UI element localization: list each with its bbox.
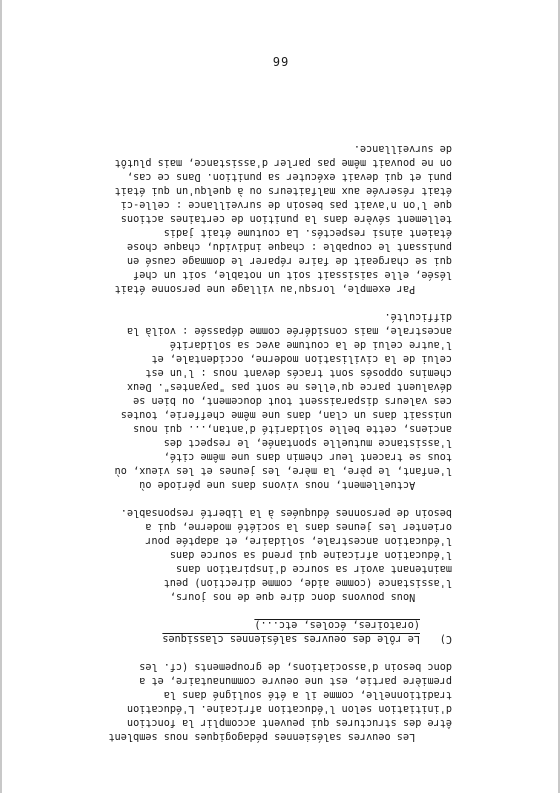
paragraph-1-line: lésée, elle saisissait soit un notable, soit un chef (133, 269, 452, 280)
section-c-title-line-2: (oratoires, écoles, etc...) (254, 619, 420, 630)
paragraph-3-line: l'assistance (comme aide, comme direction) peut (163, 577, 452, 588)
section-c-subtitle (254, 617, 452, 631)
paragraph-2-line: ancestrale, mais considérée comme dépassée : voilà la (126, 325, 452, 336)
paragraph-1-line: Par exemple, lorsqu'au village une personne était (114, 283, 452, 294)
paragraph-1-line: étaient ainsi respectés. La coutume était jadis (163, 227, 452, 238)
paragraph-2-line: l'autre celui de la coutume avec sa solidarité (169, 339, 452, 350)
paragraph-3-line: Nous pouvons donc dire que de nos jours, (169, 591, 452, 602)
paragraph-3-line: orienter les jeunes dans la société moderne, qui a (145, 521, 452, 532)
paragraph-2-line: tous se tracent leur chemin dans une même cité, (163, 451, 452, 462)
paragraph-1-line: punissant le coupable : chaque individu, chaque chose (126, 241, 452, 252)
scan-edge-right (0, 0, 2, 793)
paragraph-2-line: l'assistance mutuelle spontanée, le respect des (163, 437, 452, 448)
paragraph-1-line: de surveillance. (353, 143, 452, 154)
section-c-label: C) (439, 633, 452, 644)
paragraph-2-line: chemins opposés sont tracés devant nous : l'un est (145, 367, 452, 378)
section-c-title-line-1: Le rôle des oeuvres salésiennes classiques (162, 633, 420, 644)
paragraph-2-line: l'enfant, le père, la mère, les jeunes et les vieux, où (114, 465, 452, 476)
paragraph-1-line: que l'on n'avait pas besoin de surveillance : celle-ci (120, 199, 452, 210)
paragraph-2-line: unissait dans un clan, dans une même chefferie, toutes (120, 409, 452, 420)
paragraph-1-line: tellement sévère dans la punition de certaines actions (120, 213, 452, 224)
paragraph-1-line: on ne pouvait même pas parler d'assistance, mais plutôt (114, 157, 452, 168)
paragraph-2-line: ces valeurs disparaissent tout doucement, ou bien se (133, 395, 452, 406)
paragraph-4-line: d'initiation selon l'éducation africaine. L'éducation (126, 703, 452, 714)
paragraph-1-line: était réservée aux malfaiteurs ou à quelqu'un qui était (114, 185, 452, 196)
page-number: 66 (271, 54, 289, 68)
paragraph-4-line: Les oeuvres salésiennes pédagogiques nous semblent (108, 731, 452, 742)
paragraph-2-line: dévaluent parce qu'elles ne sont pas "payantes". Deux (126, 381, 452, 392)
paragraph-4-line: première partie, est une oeuvre communautaire, et a (139, 675, 452, 686)
section-c-heading (162, 631, 452, 645)
paragraph-3-line: maintenant avoir sa source d'inspiration dans (175, 563, 452, 574)
paragraph-2-line: difficulté. (384, 311, 452, 322)
paragraph-3-line: l'éducation africaine qui prend sa source dans (169, 549, 452, 560)
paragraph-4-line: être des structures qui peuvent accomplir la fonction (126, 717, 452, 728)
paragraph-3-line: besoin de personnes éduquées à la liberté responsable. (120, 507, 452, 518)
paragraph-1-line: qui se chargeait de faire réparer le dommage causé en (126, 255, 452, 266)
paragraph-2-line: celui de la civilisation moderne, occidentale, et (151, 353, 452, 364)
paragraph-2-line: anciens, cette belle solidarité d'antan,... qui nous (133, 423, 452, 434)
paragraph-3-line: l'éducation ancestrale, solidaire, et adaptée pour (145, 535, 452, 546)
paragraph-1-line: puni et qui devait exécuter sa punition. Dans ce cas, (126, 171, 452, 182)
paragraph-2-line: Actuellement, nous vivons dans une période où (139, 479, 452, 490)
paragraph-4-line: traditionnelle, comme il a été souligné dans la (163, 689, 452, 700)
paragraph-4-line: donc besoin d'associations, de groupements (cf. les (139, 661, 452, 672)
